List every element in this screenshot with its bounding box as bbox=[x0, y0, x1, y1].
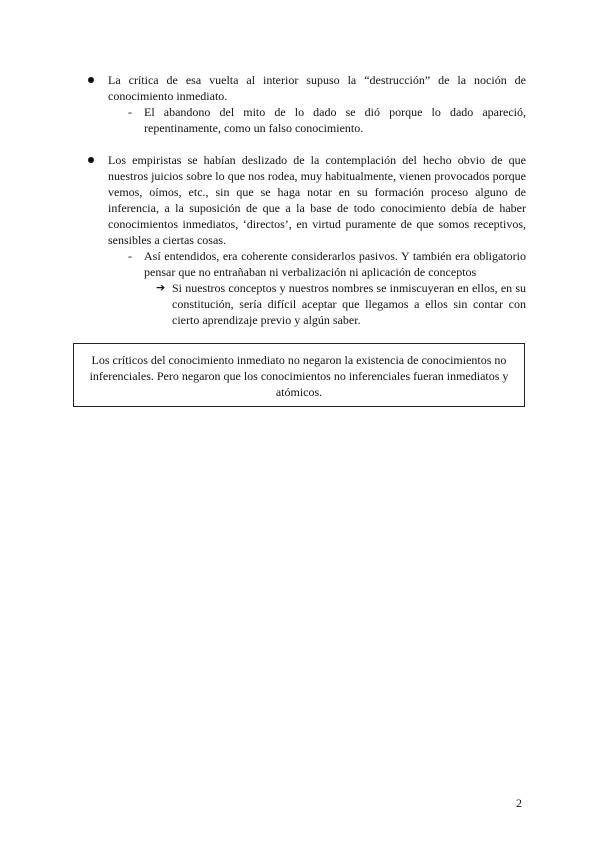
bullet-section-2 bbox=[84, 152, 526, 328]
dash-icon: - bbox=[128, 105, 132, 119]
sub-item-text-1: El abandono del mito de lo dado se dió porque lo dado apareció, repentinamente, como un falso conocimiento. bbox=[144, 105, 526, 135]
sub-item-text-2: Así entendidos, era coherente considerarlos pasivos. Y también era obligatorio pensar que no entrañaban ni verbalización ni aplicación de conceptos bbox=[144, 249, 526, 279]
arrow-right-icon: ➔ bbox=[156, 281, 166, 294]
bullet-text-1: La crítica de esa vuelta al interior supuso la “destrucción” de la noción de conocimiento inmediato. bbox=[108, 73, 526, 103]
summary-box bbox=[73, 343, 525, 407]
sub-item-1 bbox=[120, 104, 526, 136]
summary-text: Los críticos del conocimiento inmediato no negaron la existencia de conocimientos no inferenciales. Pero negaron que los conocimientos no inferenciales fueran inmediatos y atómicos. bbox=[89, 353, 509, 399]
bullet-dot-icon bbox=[88, 77, 94, 83]
sub-item-2 bbox=[120, 248, 526, 280]
bullet-item-1 bbox=[84, 72, 526, 104]
arrow-item bbox=[156, 280, 526, 328]
page-number: 2 bbox=[516, 796, 522, 810]
bullet-item-2 bbox=[84, 152, 526, 248]
dash-icon: - bbox=[128, 249, 132, 263]
bullet-text-2: Los empiristas se habían deslizado de la contemplación del hecho obvio de que nuestros juicios sobre lo que nos rodea, muy habitualmente, vienen provocados porque vemos, oímos, etc., sin que se haga notar en su formación proceso alguno de inferencia, a la suposición de que a la base de todo conocimiento debía de haber conocimientos inmediatos, ‘directos’, en virtud puramente de que somos receptivos, sensibles a ciertas cosas. bbox=[108, 153, 526, 247]
arrow-item-text: Si nuestros conceptos y nuestros nombres se inmiscuyeran en ellos, en su constitución, sería difícil aceptar que llegamos a ellos sin contar con cierto aprendizaje previo y algún saber. bbox=[172, 281, 526, 327]
bullet-dot-icon bbox=[88, 157, 94, 163]
bullet-section-1 bbox=[84, 72, 526, 136]
